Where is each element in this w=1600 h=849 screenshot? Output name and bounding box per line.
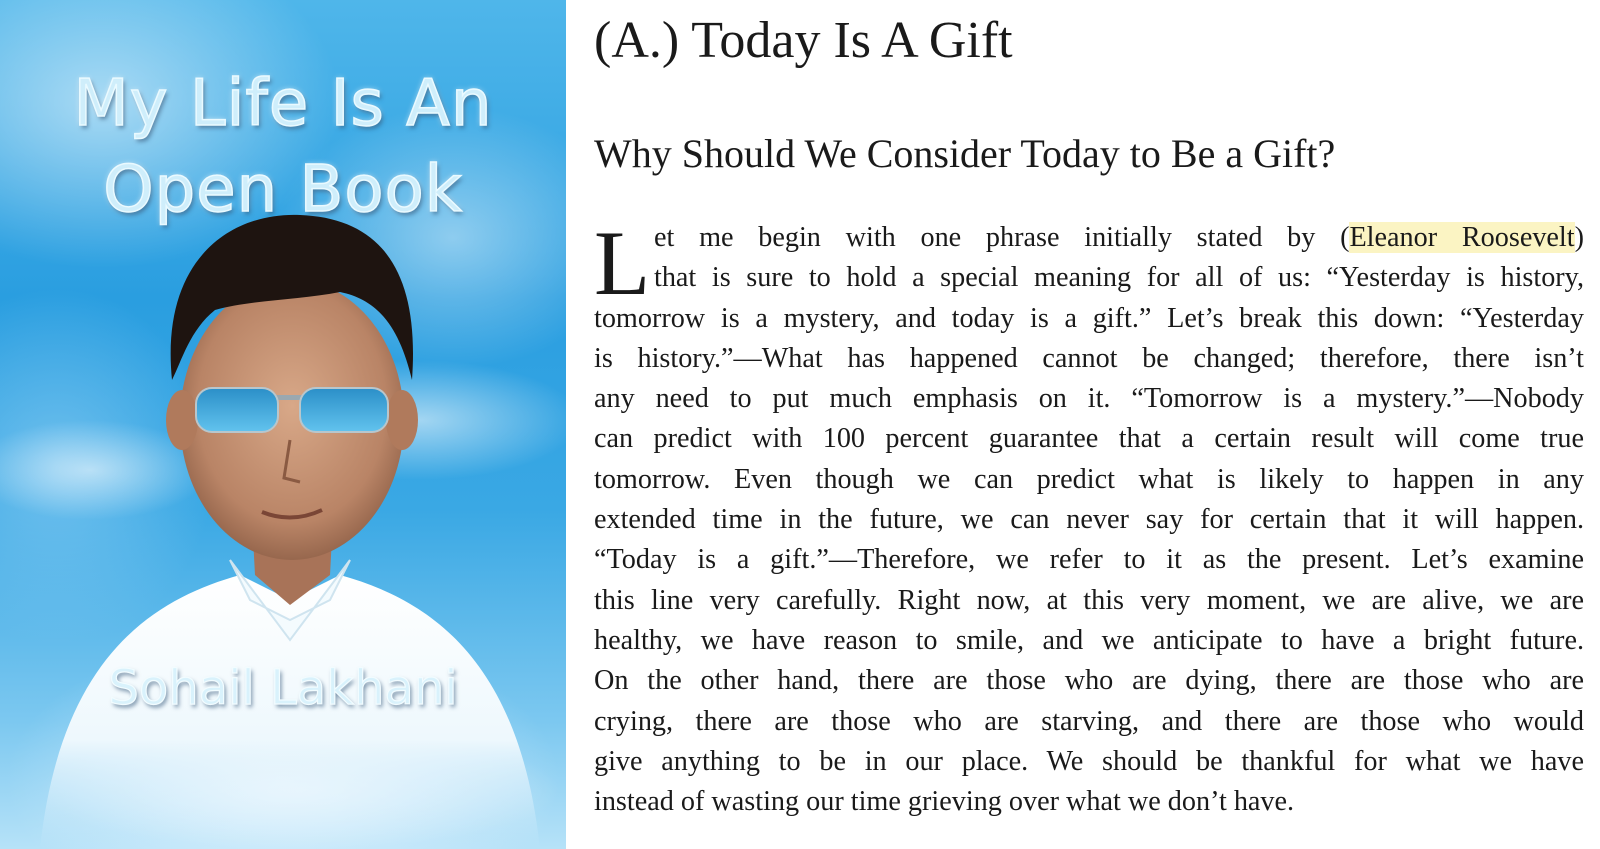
text-line: any need to put much emphasis on it. “Tomorrow is a mystery.”—Nobody xyxy=(594,383,1584,415)
sunglasses-lens xyxy=(196,388,278,432)
text-line: tomorrow. Even though we can predict what is likely to happen in any xyxy=(594,463,1584,495)
ear-shape xyxy=(166,390,198,450)
ear-shape xyxy=(386,390,418,450)
text-line-part: ) xyxy=(1574,222,1584,253)
drop-cap: L xyxy=(594,212,651,314)
book-cover xyxy=(0,0,566,849)
text-line: instead of wasting our time grieving over what we don’t have. xyxy=(594,786,1295,818)
text-line: this line very carefully. Right now, at this very moment, we are alive, we are xyxy=(594,584,1584,616)
cover-author: Sohail Lakhani xyxy=(108,660,458,716)
sunglasses-bridge xyxy=(276,395,302,400)
text-line-part: et me begin with one phrase initially stated by ( xyxy=(654,222,1350,253)
text-line: crying, there are those who are starving, and there are those who would xyxy=(594,705,1584,737)
text-line: give anything to be in our place. We should be thankful for what we have xyxy=(594,745,1584,777)
body-paragraph xyxy=(594,212,1584,822)
cover-title-line-1: My Life Is An xyxy=(73,67,493,141)
text-line xyxy=(654,218,1584,258)
sunglasses-lens xyxy=(300,388,388,432)
text-line: that is sure to hold a special meaning for all of us: “Yesterday is history, xyxy=(654,262,1584,294)
cover-title-line-2: Open Book xyxy=(103,153,463,227)
highlighted-name: Eleanor Roosevelt xyxy=(1349,222,1575,253)
text-line: On the other hand, there are those who are dying, there are those who are xyxy=(594,665,1584,697)
text-line: extended time in the future, we can never say for certain that it will happen. xyxy=(594,504,1584,536)
text-line: can predict with 100 percent guarantee that a certain result will come true xyxy=(594,423,1584,455)
text-line: tomorrow is a mystery, and today is a gift.” Let’s break this down: “Yesterday xyxy=(594,302,1584,334)
section-title: Why Should We Consider Today to Be a Gift? xyxy=(594,131,1336,176)
chapter-title: (A.) Today Is A Gift xyxy=(594,12,1013,69)
text-line: is history.”—What has happened cannot be changed; therefore, there isn’t xyxy=(594,342,1584,374)
text-line: “Today is a gift.”—Therefore, we refer to it as the present. Let’s examine xyxy=(594,544,1584,576)
text-line: healthy, we have reason to smile, and we anticipate to have a bright future. xyxy=(594,624,1584,656)
